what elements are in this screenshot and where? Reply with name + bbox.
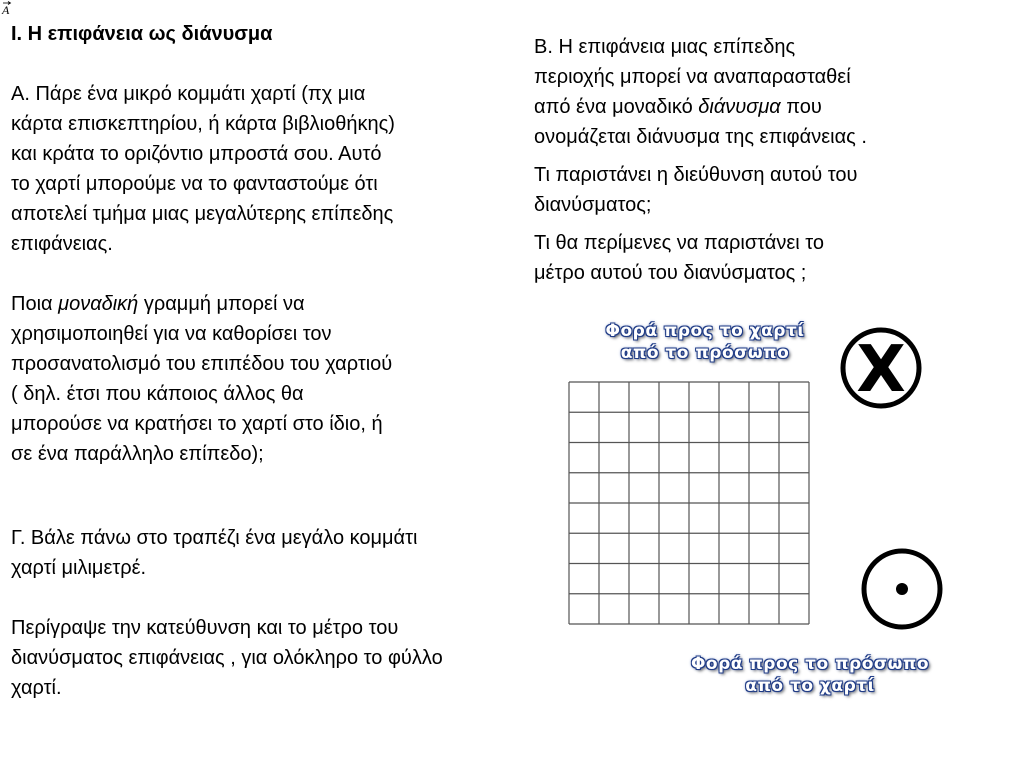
vector-a-mark: [2, 4, 9, 16]
para-a-line: επιφάνειας.: [11, 233, 113, 255]
question-end: γραμμή μπορεί να: [138, 293, 305, 315]
para-b-line-start: από ένα μοναδικό: [534, 96, 699, 118]
label-out-line: Φορά προς το πρόσωπο: [690, 654, 930, 674]
label-into-paper: [585, 320, 825, 364]
question-direction-line: διανύσματος;: [534, 194, 652, 216]
describe-line: χαρτί.: [11, 677, 62, 699]
question-line: χρησιμοποιηθεί για να καθορίσει τον: [11, 323, 332, 345]
label-out-line: από το χαρτί: [745, 676, 875, 696]
question-emphasis: μοναδική: [58, 293, 139, 315]
question-line: ( δηλ. έτσι που κάποιος άλλος θα: [11, 383, 304, 405]
label-into-line: από το πρόσωπο: [620, 343, 790, 363]
para-b-emphasis: διάνυσμα: [698, 96, 781, 118]
into-page-icon: [838, 325, 924, 411]
left-column: [11, 19, 571, 703]
para-b-line: Β. Η επιφάνεια μιας επίπεδης: [534, 36, 796, 58]
out-of-page-icon: [859, 548, 945, 634]
question-line: σε ένα παράλληλο επίπεδο);: [11, 443, 264, 465]
describe-line: διανύσματος επιφάνειας , για ολόκληρο το φύλλο: [11, 647, 443, 669]
para-b: [534, 32, 994, 152]
into-page-x: X: [856, 333, 906, 407]
describe-line: Περίγραψε την κατεύθυνση και το μέτρο του: [11, 617, 399, 639]
para-a-line: αποτελεί τμήμα μιας μεγαλύτερης επίπεδης: [11, 203, 394, 225]
para-b-line: περιοχής μπορεί να αναπαρασταθεί: [534, 66, 851, 88]
label-into-line: Φορά προς το χαρτί: [605, 321, 805, 341]
para-a-line: Α. Πάρε ένα μικρό κομμάτι χαρτί (πχ μια: [11, 83, 366, 105]
question-first-line: [11, 289, 571, 319]
vector-a-letter: A: [2, 3, 10, 17]
question-direction: [534, 160, 994, 220]
para-g-line: Γ. Βάλε πάνω στο τραπέζι ένα μεγάλο κομμάτι: [11, 527, 418, 549]
para-b-line: ονομάζεται διάνυσμα της επιφάνειας .: [534, 126, 867, 148]
section-title: Ι. Η επιφάνεια ως διάνυσμα: [11, 23, 273, 45]
question-magnitude: [534, 228, 994, 288]
question-line: προσανατολισμό του επιπέδου του χαρτιού: [11, 353, 393, 375]
question-magnitude-line: μέτρο αυτού του διανύσματος ;: [534, 262, 807, 284]
graph-paper-grid: [568, 381, 810, 625]
out-of-page-dot: [896, 583, 908, 595]
para-a-line: το χαρτί μπορούμε να το φανταστούμε ότι: [11, 173, 378, 195]
para-a-line: κάρτα επισκεπτηρίου, ή κάρτα βιβλιοθήκης): [11, 113, 395, 135]
label-out-of-paper: [665, 653, 955, 697]
grid-lines: [569, 382, 809, 624]
para-b-line-end: που: [780, 96, 822, 118]
right-column: [534, 32, 994, 296]
question-start: Ποια: [11, 293, 59, 315]
para-a-line: και κράτα το οριζόντιο μπροστά σου. Αυτό: [11, 143, 382, 165]
question-line: μπορούσε να κρατήσει το χαρτί στο ίδιο, ή: [11, 413, 383, 435]
vector-arrow-icon: [2, 0, 12, 14]
question-magnitude-line: Τι θα περίμενες να παριστάνει το: [534, 232, 824, 254]
para-g-line: χαρτί μιλιμετρέ.: [11, 557, 147, 579]
question-direction-line: Τι παριστάνει η διεύθυνση αυτού του: [534, 164, 858, 186]
